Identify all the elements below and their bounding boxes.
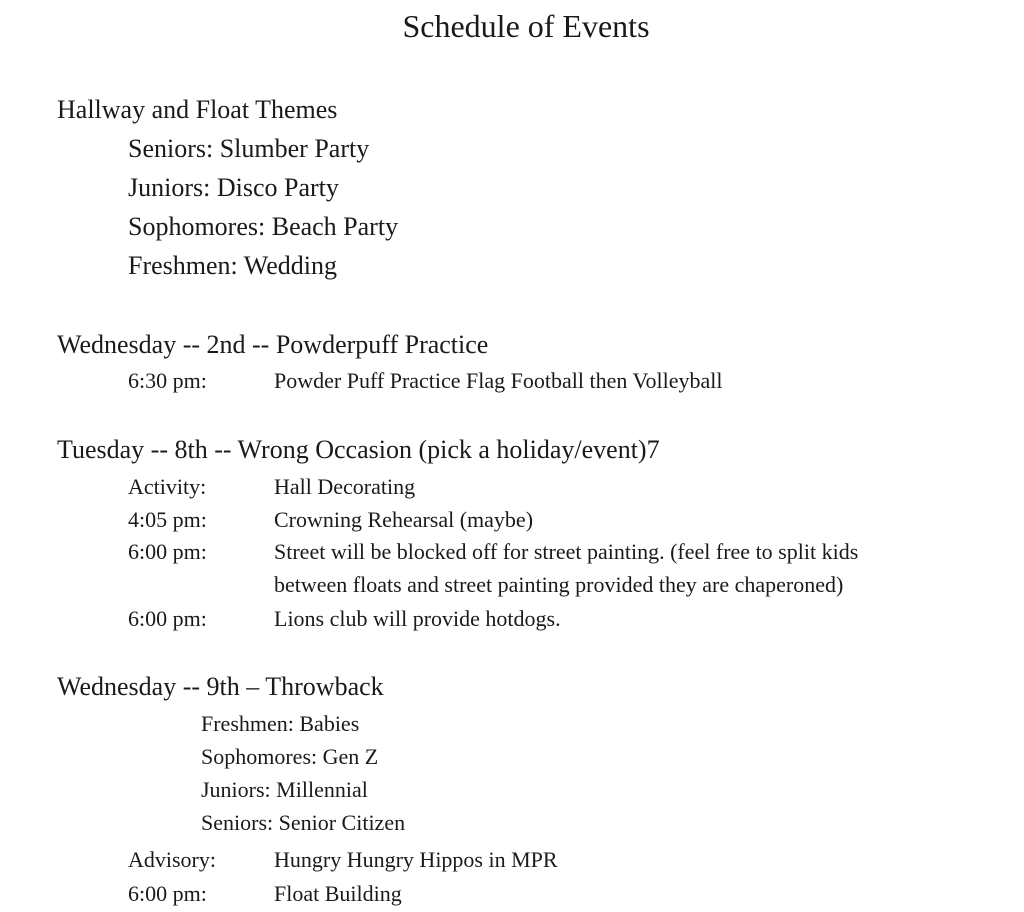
- wednesday-2nd-time: 6:30 pm:: [128, 368, 207, 393]
- tuesday-8th-activity-desc: Hall Decorating: [274, 474, 416, 499]
- wednesday-9th-heading: Wednesday -- 9th – Throwback: [57, 672, 384, 701]
- tuesday-8th-activity-label: Activity:: [128, 474, 207, 499]
- wednesday-9th-float-desc: Float Building: [274, 881, 402, 906]
- wednesday-9th-advisory-desc: Hungry Hungry Hippos in MPR: [274, 847, 558, 872]
- tuesday-8th-painting-desc-cont: between floats and street painting provided they are chaperoned): [274, 572, 844, 597]
- throwback-seniors: Seniors: Senior Citizen: [201, 810, 406, 835]
- tuesday-8th-hotdogs-time: 6:00 pm:: [128, 606, 207, 631]
- throwback-sophomores: Sophomores: Gen Z: [201, 744, 379, 769]
- theme-item-seniors: Seniors: Slumber Party: [128, 134, 370, 163]
- wednesday-2nd-desc: Powder Puff Practice Flag Football then Volleyball: [274, 368, 723, 393]
- wednesday-9th-float-time: 6:00 pm:: [128, 881, 207, 906]
- tuesday-8th-rehearsal-desc: Crowning Rehearsal (maybe): [274, 507, 534, 532]
- themes-heading: Hallway and Float Themes: [57, 95, 338, 124]
- theme-item-sophomores: Sophomores: Beach Party: [128, 212, 399, 241]
- throwback-juniors: Juniors: Millennial: [201, 777, 368, 802]
- tuesday-8th-painting-desc: Street will be blocked off for street painting. (feel free to split kids: [274, 539, 859, 564]
- tuesday-8th-rehearsal-time: 4:05 pm:: [128, 507, 207, 532]
- wednesday-9th-advisory-label: Advisory:: [128, 847, 216, 872]
- document-title: Schedule of Events: [402, 8, 650, 44]
- theme-item-freshmen: Freshmen: Wedding: [128, 251, 338, 280]
- throwback-freshmen: Freshmen: Babies: [201, 711, 360, 736]
- theme-item-juniors: Juniors: Disco Party: [128, 173, 339, 202]
- tuesday-8th-hotdogs-desc: Lions club will provide hotdogs.: [274, 606, 561, 631]
- wednesday-2nd-heading: Wednesday -- 2nd -- Powderpuff Practice: [57, 330, 489, 359]
- tuesday-8th-painting-time: 6:00 pm:: [128, 539, 207, 564]
- tuesday-8th-heading: Tuesday -- 8th -- Wrong Occasion (pick a holiday/event)7: [57, 435, 660, 464]
